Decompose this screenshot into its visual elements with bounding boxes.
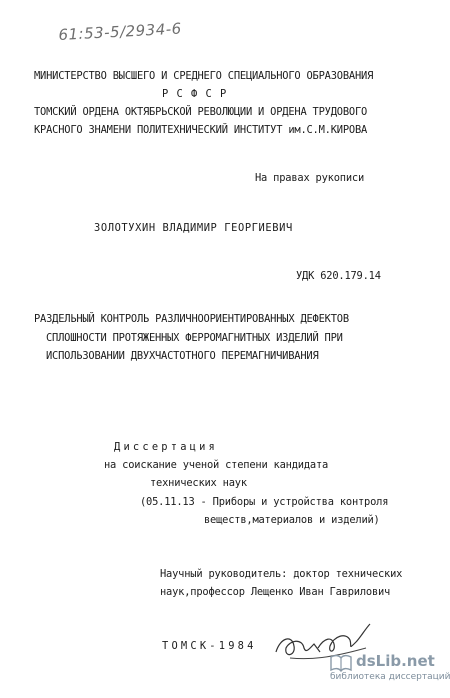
supervisor-line-1: Научный руководитель: доктор технических (160, 568, 403, 580)
handwritten-catalog-number: 61:53-5/2934-6 (58, 19, 183, 44)
open-book-icon (330, 654, 352, 672)
rights-notice: На правах рукописи (255, 172, 365, 184)
ministry-line: МИНИСТЕРСТВО ВЫСШЕГО И СРЕДНЕГО СПЕЦИАЛЬНОГО ОБРАЗОВАНИЯ (34, 70, 374, 82)
republic-line: Р С Ф С Р (162, 88, 228, 100)
dissertation-degree-line: на соискание ученой степени кандидата (104, 459, 329, 471)
dissertation-specialty-line: (05.11.13 - Приборы и устройства контроля (140, 496, 389, 508)
institute-line-1: ТОМСКИЙ ОРДЕНА ОКТЯБРЬСКОЙ РЕВОЛЮЦИИ И ОРДЕНА ТРУДОВОГО (34, 106, 368, 118)
author-name: ЗОЛОТУХИН ВЛАДИМИР ГЕОРГИЕВИЧ (94, 222, 293, 234)
udk-code: УДК 620.179.14 (296, 270, 381, 282)
watermark-site: dsLib.net (356, 652, 435, 670)
watermark-subtitle: библиотека диссертаций (330, 672, 450, 682)
dissertation-word: Диссертация (114, 441, 219, 453)
institute-line-2: КРАСНОГО ЗНАМЕНИ ПОЛИТЕХНИЧЕСКИЙ ИНСТИТУТ им.С.М.КИРОВА (34, 124, 368, 136)
title-line-1: РАЗДЕЛЬНЫЙ КОНТРОЛЬ РАЗЛИЧНООРИЕНТИРОВАННЫХ ДЕФЕКТОВ (34, 313, 349, 325)
watermark (330, 652, 450, 692)
city-year: ТОМСК-1984 (162, 640, 257, 652)
dissertation-specialty-line-2: веществ,материалов и изделий) (204, 514, 380, 526)
title-line-3: ИСПОЛЬЗОВАНИИ ДВУХЧАСТОТНОГО ПЕРЕМАГНИЧИВАНИЯ (46, 350, 319, 362)
dissertation-field-line: технических наук (150, 477, 247, 489)
supervisor-line-2: наук,профессор Лещенко Иван Гаврилович (160, 586, 391, 598)
title-line-2: СПЛОШНОСТИ ПРОТЯЖЕННЫХ ФЕРРОМАГНИТНЫХ ИЗДЕЛИЙ ПРИ (46, 332, 343, 344)
